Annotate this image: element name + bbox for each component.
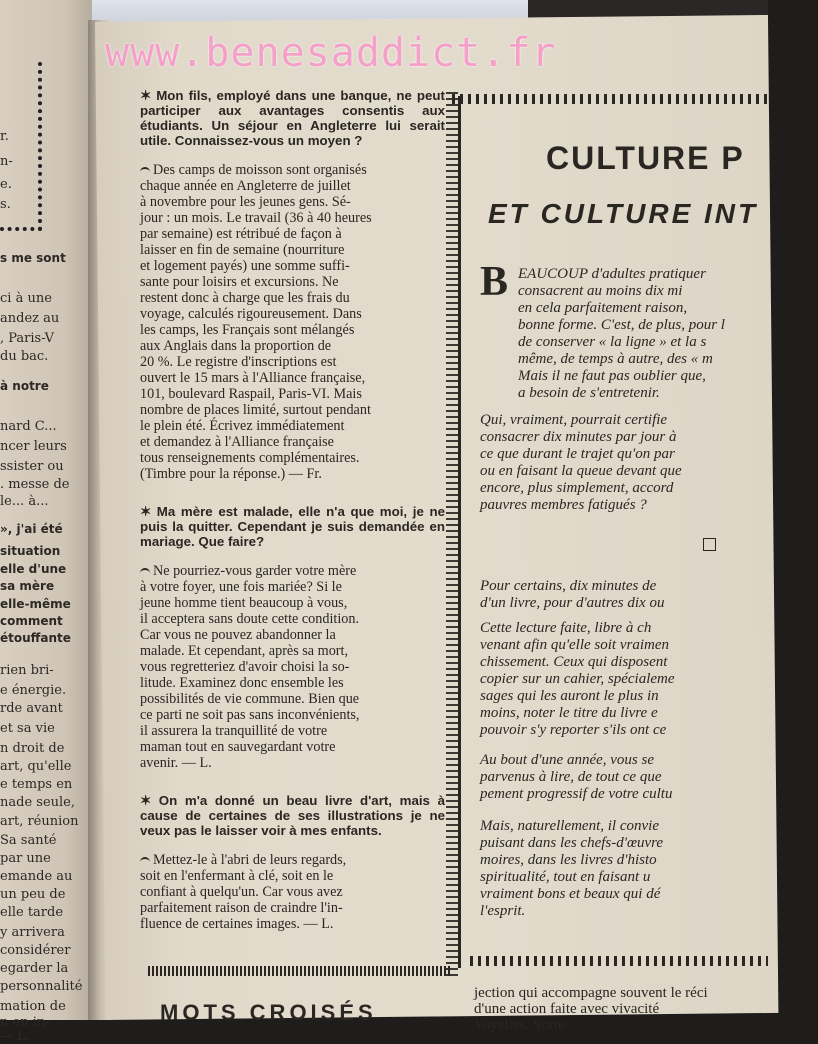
left-page-fragment: mation de (0, 999, 66, 1014)
text-line: d'une action faite avec vivacité (474, 1001, 660, 1017)
text-line: venant afin qu'elle soit vraimen (480, 637, 670, 653)
star-icon: ✶ (140, 504, 157, 519)
text-line: confiant à quelqu'un. Car vous avez (140, 884, 343, 900)
text-line: ce parti ne soit pas sans inconvénients, (140, 707, 360, 723)
crossword-heading: MOTS CROISÉS (160, 1000, 377, 1025)
left-page-fragment: andez au (0, 311, 60, 326)
left-page-fragment: ci à une (0, 291, 52, 306)
question-2: ✶ Ma mère est malade, elle n'a que moi, je ne puis la quitter. Cependant je suis demandée en mariage. Que faire? (140, 504, 446, 549)
left-page-fragment: rde avant (0, 701, 63, 716)
text-line: parfaitement raison de craindre l'in- (140, 900, 343, 916)
left-page-fragment: emande au (0, 869, 73, 884)
left-page-fragment: . messe de (0, 477, 70, 492)
text-line: litude. Examinez donc ensemble les (140, 675, 344, 691)
text-line: voyage, calculés rigoureusement. Dans (140, 306, 362, 322)
left-page-fragment: personnalité (0, 979, 83, 994)
left-page-fragment: nade seule, (0, 795, 75, 810)
text-line: Mettez-le à l'abri de leurs regards, (153, 852, 347, 868)
text-line: Qui, vraiment, pourrait certifie (480, 412, 668, 428)
left-page-fragment: r. (0, 129, 9, 144)
text-line: Ne pourriez-vous garder votre mère (153, 563, 357, 579)
text-line: à votre foyer, une fois mariée? Si le (140, 579, 342, 595)
text-line: jeune homme tient beaucoup à vous, (140, 595, 348, 611)
left-page-fragment: par une (0, 851, 51, 866)
left-page-fragment: s. (0, 197, 11, 212)
left-page-fragment: sa mère (0, 579, 55, 593)
text-line: malade. Et cependant, après sa mort, (140, 643, 348, 659)
text-line: fluence de certaines images. — L. (140, 916, 334, 932)
text-line: il assurera la tranquillité de votre (140, 723, 328, 739)
left-page-fragment: du bac. (0, 349, 49, 364)
text-line: l'esprit. (480, 903, 526, 919)
next-article-snippet (474, 985, 774, 1033)
left-page-fragment: elle-même (0, 597, 71, 611)
article-title: CULTURE P (546, 140, 745, 176)
text-line: vraiment bons et beaux qui dé (480, 886, 661, 902)
text-line: sages qui les auront le plus in (480, 688, 659, 704)
text-line: il acceptera sans doute cette condition. (140, 611, 360, 627)
paragraph-4 (480, 620, 780, 739)
text-line: 101, boulevard Raspail, Paris-VI. Mais (140, 386, 362, 402)
left-page-fragment: — L. (0, 1029, 30, 1044)
wave-icon (140, 857, 150, 865)
text-line: d'un livre, pour d'autres dix ou (480, 595, 665, 611)
text-line: moins, noter le titre du livre e (480, 705, 658, 721)
left-page-fragment: s me sont (0, 251, 66, 265)
text-line: 20 %. Le registre d'inscriptions est (140, 354, 337, 370)
text-line: Au bout d'une année, vous se (480, 752, 655, 768)
question-1: ✶ Mon fils, employé dans une banque, ne peut participer aux avantages consentis aux étudiants. Un séjour en Angleterre lui serait utile. Connaissez-vous un moyen ? (140, 88, 445, 148)
text-line: parvenus à lire, de tout ce que (480, 769, 662, 785)
left-page-fragment: ssister ou (0, 459, 64, 474)
text-line: pement progressif de votre cultu (480, 786, 673, 802)
text-line: et demandez à l'Alliance française (140, 434, 334, 450)
left-page-fragment: n- (0, 154, 13, 169)
text-line: les camps, les Français sont mélangés (140, 322, 355, 338)
text-line: Voyelles. Sorte (474, 1017, 565, 1033)
left-page-fragment: elle d'une (0, 562, 67, 576)
left-page-fragment: à notre (0, 379, 49, 393)
text-line: ouvert le 15 mars à l'Alliance française, (140, 370, 366, 386)
left-page-fragment: le... à... (0, 494, 49, 509)
star-icon: ✶ (140, 793, 159, 808)
left-page-fragment: e. (0, 177, 12, 192)
text-line: le plein été. Écrivez immédiatement (140, 418, 345, 434)
left-page-fragment: e énergie. (0, 683, 67, 698)
text-line: Car vous ne pouvez abandonner la (140, 627, 336, 643)
text-line: consacrent au moins dix mi (518, 283, 683, 299)
text-line: soit en l'enfermant à clé, soit en le (140, 868, 334, 884)
left-page-fragment: rien bri- (0, 663, 54, 678)
column-bottom-rule (148, 966, 450, 976)
text-line: vous regretteriez d'avoir choisi la so- (140, 659, 350, 675)
left-page-fragment: art, qu'elle (0, 759, 72, 774)
text-line: chaque année en Angleterre de juillet (140, 178, 351, 194)
left-page-fragment: nard C... (0, 419, 57, 434)
left-page-fragment: art, réunion (0, 814, 79, 829)
text-line: laisser en fin de semaine (nourriture (140, 242, 345, 258)
text-line: Cette lecture faite, libre à ch (480, 620, 652, 636)
text-line: ou en faisant la queue devant que (480, 463, 682, 479)
text-line: a besoin de s'entretenir. (518, 385, 660, 401)
text-line: puisant dans les chefs-d'œuvre (480, 835, 664, 851)
left-page (0, 0, 92, 1044)
text-line: possibilités de vie commune. Bien que (140, 691, 360, 707)
text-line: Pour certains, dix minutes de (480, 578, 657, 594)
paragraph-1 (518, 266, 818, 402)
left-page-fragment: Sa santé (0, 833, 57, 848)
watermark: www.benesaddict.fr (105, 30, 557, 76)
text-line: spiritualité, tout en faisant u (480, 869, 651, 885)
paragraph-3 (480, 578, 780, 612)
text-line: copier sur un cahier, spécialeme (480, 671, 675, 687)
text-line: par semaine) est rétribué de façon à (140, 226, 342, 242)
text-line: tous renseignements complémentaires. (140, 450, 360, 466)
left-page-fragment: , Paris-V (0, 331, 55, 346)
text-line: bonne forme. C'est, de plus, pour l (518, 317, 725, 333)
left-page-fragment: n en in- (0, 1015, 50, 1030)
text-line: de conserver « la ligne » et la s (518, 334, 707, 350)
text-line: sante pour loisirs et excursions. Ne (140, 274, 339, 290)
answer-3 (140, 852, 445, 932)
left-page-fragment: », j'ai été (0, 522, 63, 536)
text-line: en cela parfaitement raison, (518, 300, 688, 316)
paragraph-6 (480, 818, 780, 920)
text-line: et logement payés) une somme suffi- (140, 258, 350, 274)
left-page-fragment: ncer leurs (0, 439, 67, 454)
text-line: EAUCOUP d'adultes pratiquer (518, 266, 706, 282)
text-line: à novembre pour les jeunes gens. Sé- (140, 194, 351, 210)
left-page-fragment: egarder la (0, 961, 69, 976)
text-line: maman tout en sauvegardant votre (140, 739, 336, 755)
text-line: Des camps de moisson sont organisés (153, 162, 367, 178)
left-page-fragment: un peu de (0, 887, 66, 902)
star-icon: ✶ (140, 88, 157, 103)
text-line: (Timbre pour la réponse.) — Fr. (140, 466, 322, 482)
question-3: ✶ On m'a donné un beau livre d'art, mais à cause de certaines de ses illustrations je ne veux pas le laisser voir à mes enfants. (140, 793, 445, 838)
text-line: jour : un mois. Le travail (36 à 40 heures (140, 210, 372, 226)
text-line: nombre de places limité, surtout pendant (140, 402, 371, 418)
article-subtitle: ET CULTURE INT (488, 198, 759, 229)
drop-cap: B (480, 259, 509, 305)
text-line: aux Anglais dans la proportion de (140, 338, 332, 354)
reader-questions-column (140, 88, 445, 932)
answer-1 (140, 162, 445, 482)
left-page-fragment: elle tarde (0, 905, 64, 920)
left-page-fragment: comment (0, 614, 63, 628)
text-line: Mais, naturellement, il convie (480, 818, 659, 834)
text-line: moires, dans les livres d'histo (480, 852, 657, 868)
text-line: encore, plus simplement, accord (480, 480, 674, 496)
text-line: Mais il ne faut pas oublier que, (518, 368, 706, 384)
left-page-fragment: situation (0, 544, 61, 558)
text-line: pouvoir s'y reporter s'ils ont ce (480, 722, 667, 738)
left-page-fragment: n droit de (0, 741, 65, 756)
text-line: pauvres membres fatigués ? (480, 497, 647, 513)
text-line: chissement. Ceux qui disposent (480, 654, 668, 670)
left-page-fragment: y arrivera (0, 925, 65, 940)
text-line: restent donc à charge que les frais du (140, 290, 350, 306)
wave-icon (140, 167, 150, 175)
left-page-fragment: et sa vie (0, 721, 55, 736)
text-line: jection qui accompagne souvent le réci (474, 985, 708, 1001)
section-square-icon (703, 538, 716, 551)
left-page-fragment: considérer (0, 943, 71, 958)
box-border-bottom (470, 956, 768, 966)
answer-2 (140, 563, 445, 771)
left-page-fragment: e temps en (0, 777, 73, 792)
wave-icon (140, 568, 150, 576)
left-page-fragment: étouffante (0, 631, 71, 645)
text-line: consacrer dix minutes par jour à (480, 429, 677, 445)
paragraph-5 (480, 752, 780, 803)
text-line: ce que durant le trajet qu'on par (480, 446, 675, 462)
paragraph-2 (480, 412, 780, 514)
column-divider (446, 88, 458, 976)
text-line: avenir. — L. (140, 755, 212, 771)
text-line: même, de temps à autre, des « m (518, 351, 713, 367)
